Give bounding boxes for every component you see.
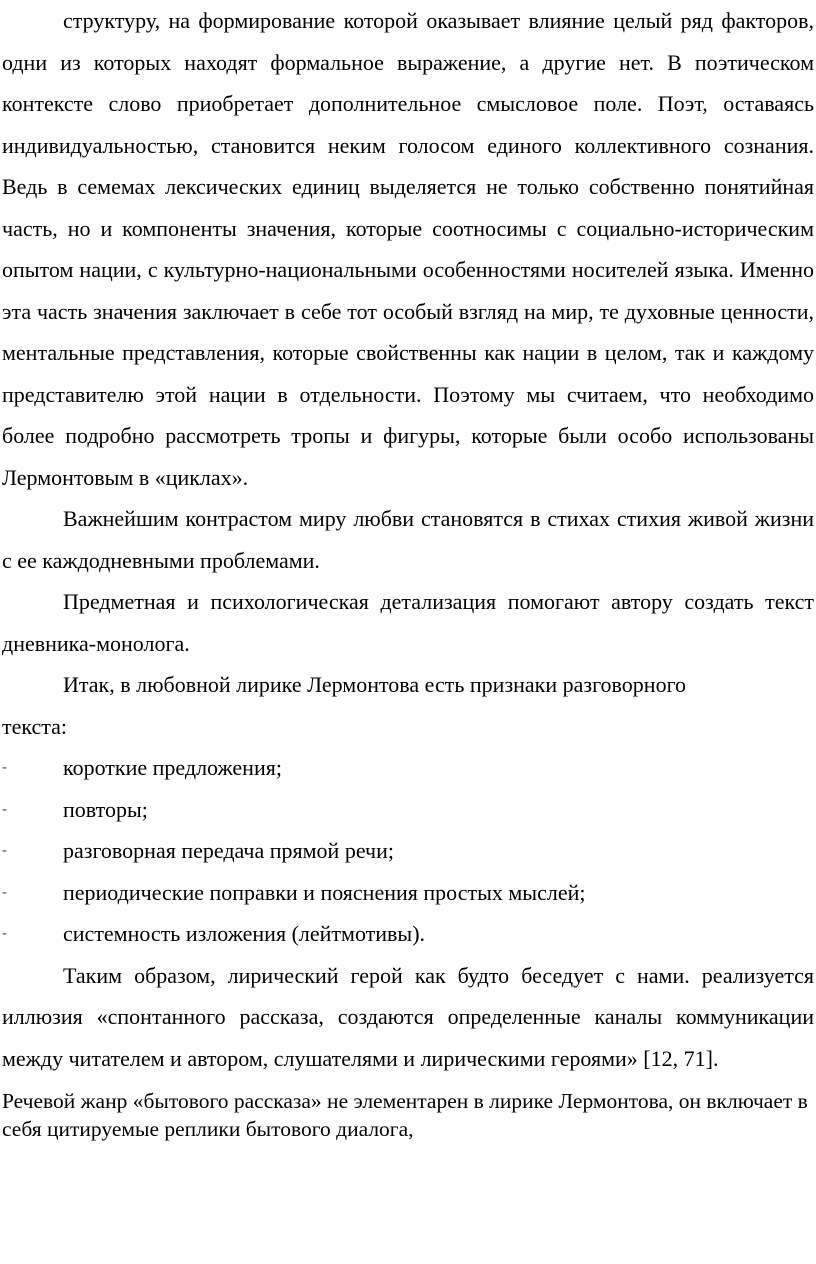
paragraph-contrast: Важнейшим контрастом миру любви становятся в стихах стихия живой жизни с ее каждодневными проблемами. (2, 506, 814, 573)
list-item (2, 789, 814, 831)
paragraph-lyrical-hero: Таким образом, лирический герой как будто беседует с нами. реализуется иллюзия «спонтанного рассказа, создаются определенные каналы коммуникации между читателем и автором, слушателями и лирическими героями» [12, 71]. (2, 962, 814, 1071)
list-dash: - (2, 759, 7, 776)
paragraph-colloquial-features: Итак, в любовной лирике Лермонтова есть признаки разговорного текста: (2, 672, 687, 739)
list-dash: - (2, 883, 7, 901)
paragraph-detailing: Предметная и психологическая детализация помогают автору создать текст дневника-монолога. (2, 589, 814, 656)
list-item-text: периодические поправки и пояснения простых мыслей; (63, 879, 586, 905)
features-list (2, 747, 814, 955)
list-item-text: системность изложения (лейтмотивы). (63, 921, 426, 946)
paragraph-tropes-and-figures: структуру, на формирование которой оказывает влияние целый ряд факторов, одни из которых находят формальное выражение, а другие нет. В поэтическом контексте слово приобретает дополнительное смысловое поле. Поэт, оставаясь индивидуальностью, становится неким голосом единого коллективного сознания. Ведь в семемах лексических единиц выделяется не только собственно понятийная часть, но и компоненты значения, которые соотносимы с социально-историческим опытом нации, с культурно-национальными особенностями носителей языка. Именно эта часть значения заключает в себе тот особый взгляд на мир, те духовные ценности, ментальные представления, которые свойственны как нации в целом, так и каждому представителю этой нации в отдельности. Поэтому мы считаем, что необходимо более подробно рассмотреть тропы и фигуры, которые были особо использованы Лермонтовым в «циклах». (2, 8, 814, 490)
list-item (2, 913, 814, 955)
list-dash: - (2, 842, 7, 859)
list-item (2, 830, 814, 872)
list-item-text: короткие предложения; (63, 755, 282, 780)
list-dash: - (2, 800, 7, 818)
paragraph-speech-genre: Речевой жанр «бытового рассказа» не элементарен в лирике Лермонтова, он включает в себя цитируемые реплики бытового диалога, (2, 1089, 808, 1141)
list-item (2, 872, 814, 914)
list-dash: - (2, 925, 7, 942)
list-item-text: разговорная передача прямой речи; (63, 838, 394, 863)
list-item-text: повторы; (63, 796, 148, 822)
list-item (2, 747, 814, 789)
